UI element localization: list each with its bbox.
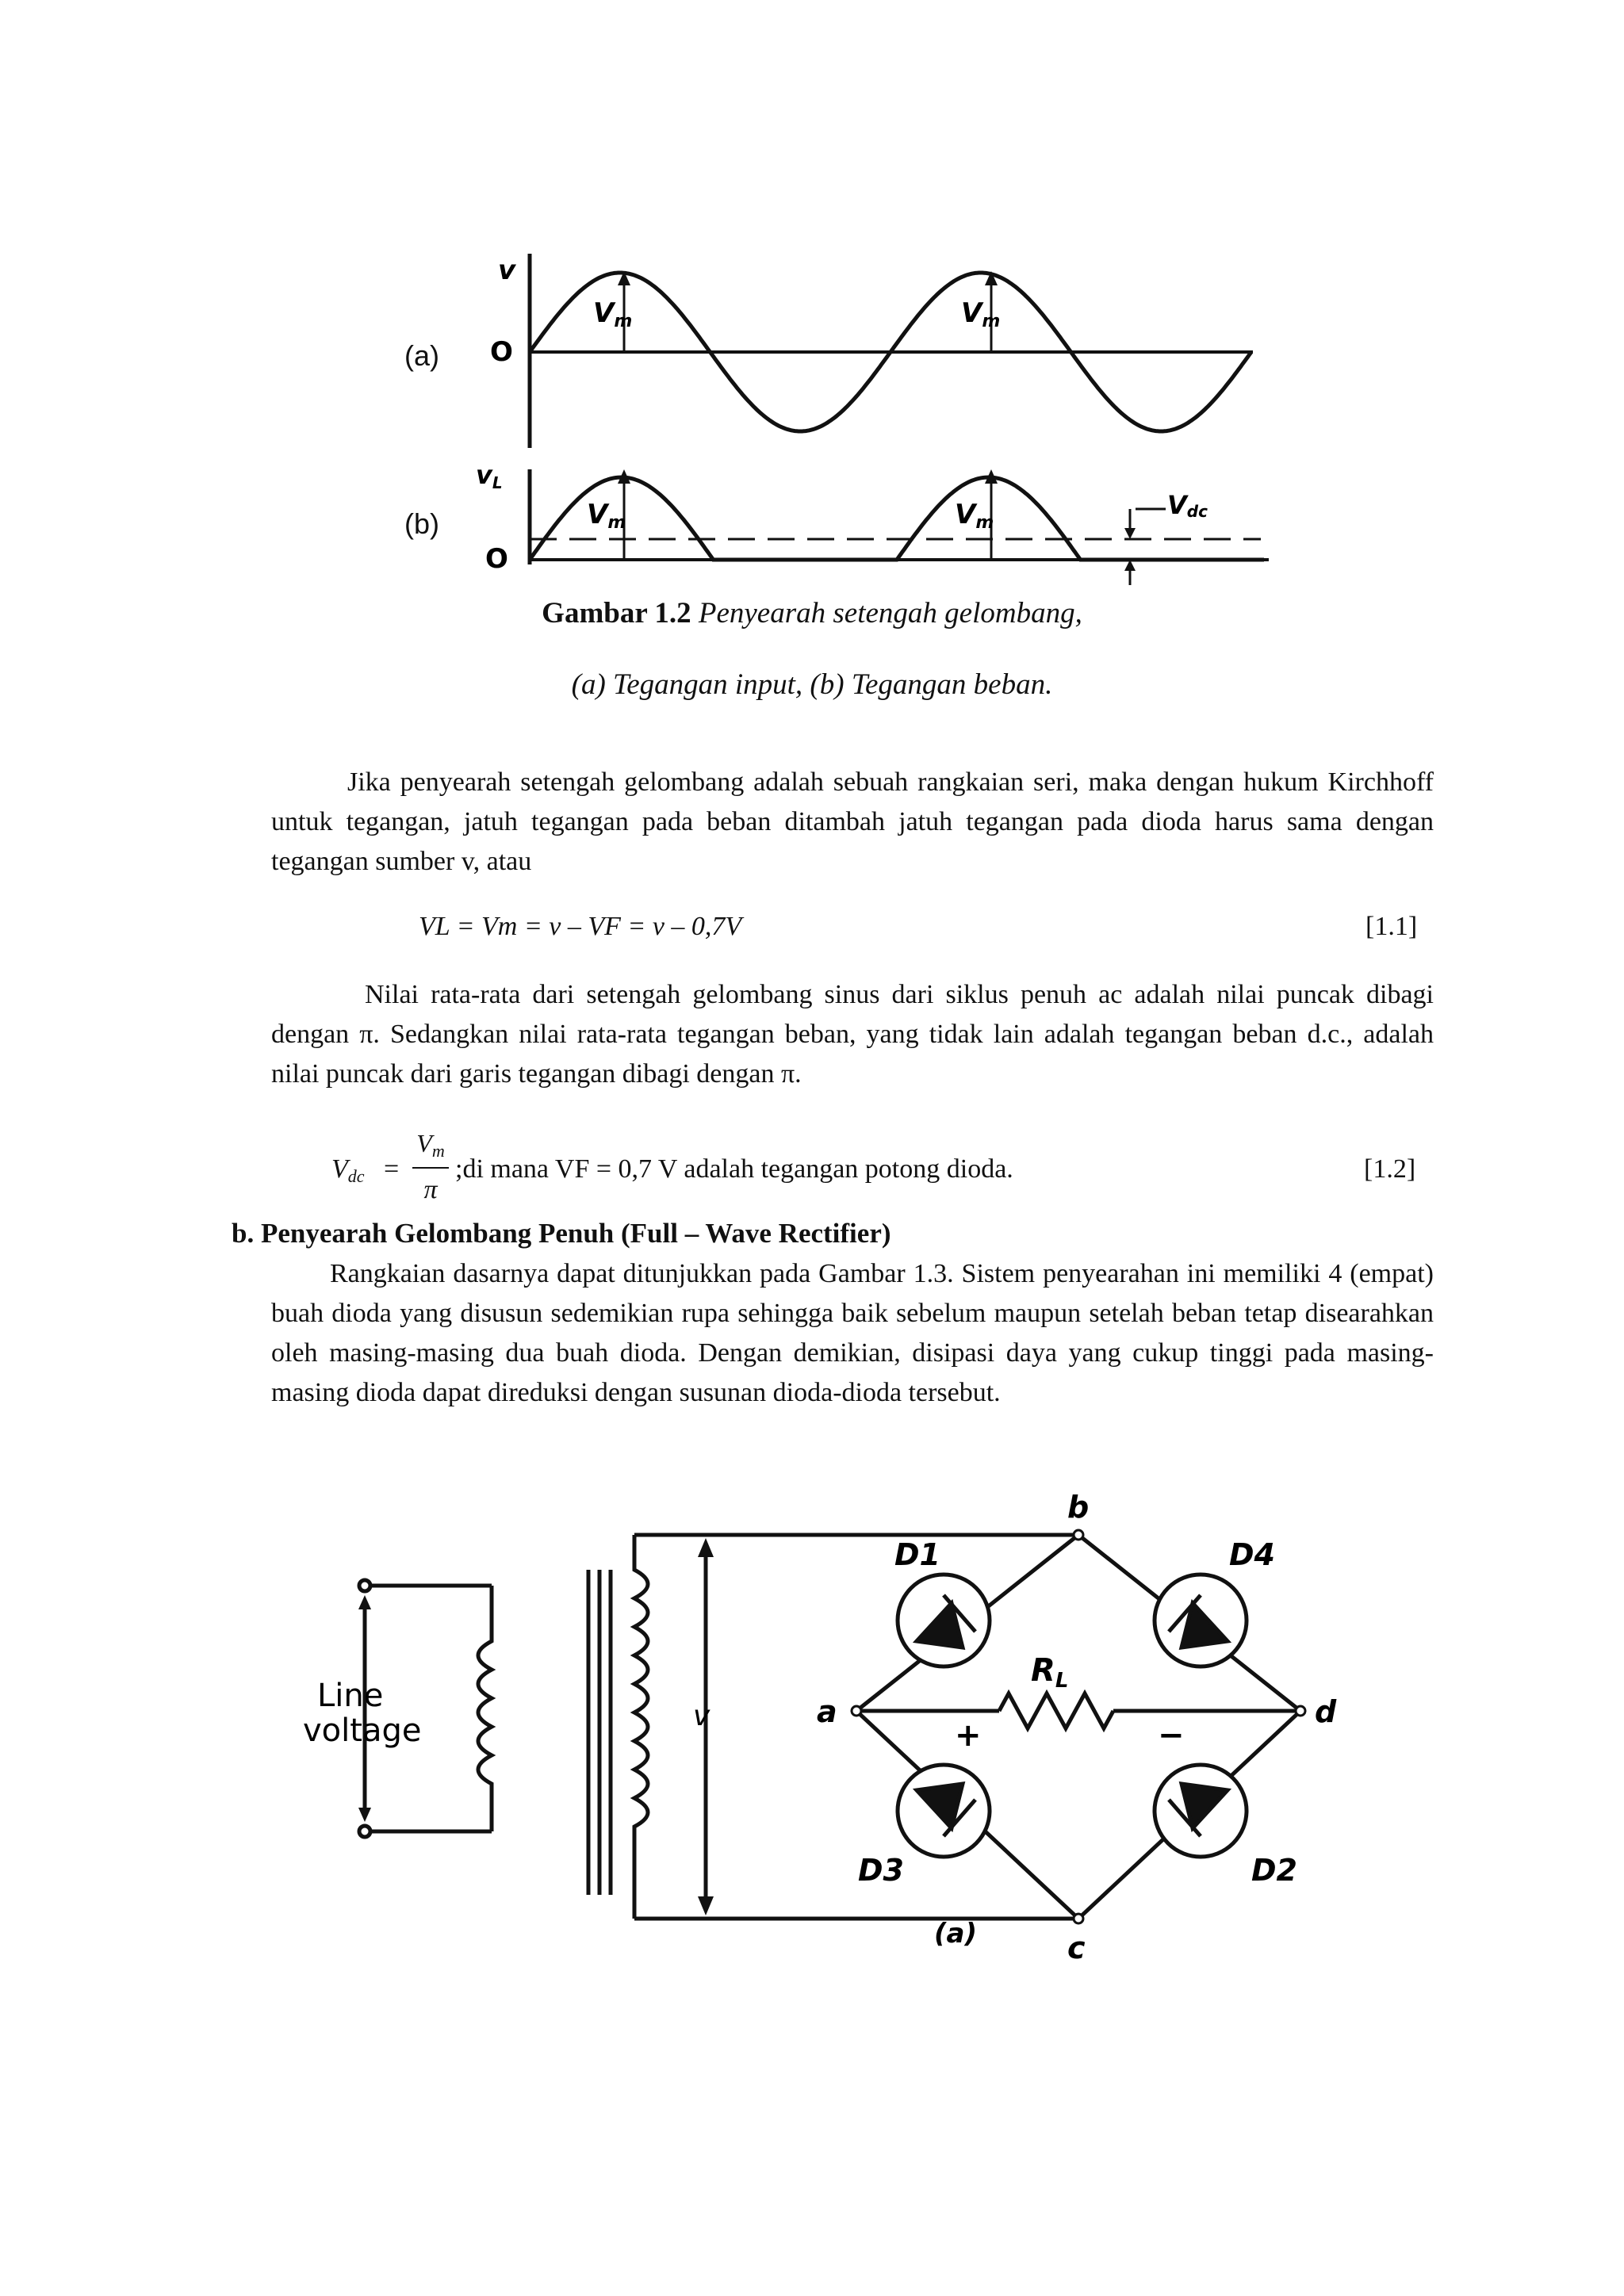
secondary-voltage-label: v [693, 1700, 710, 1732]
section-b-body: Rangkaian dasarnya dapat ditunjukkan pada Gambar 1.3. Sistem penyearahan ini memiliki 4 (empat) buah dioda yang disusun sedemikian rupa sehingga baik sebelum maupun setelah beban tetap disearahkan oleh masing-masing dua buah dioda. Dengan demikian, disipasi daya yang cukup tinggi pada masing-masing dioda dapat direduksi dengan susunan dioda-dioda tersebut. [271, 1259, 1434, 1407]
fraction-denominator: π [423, 1175, 438, 1204]
fraction-numerator: $V_m$ [416, 1129, 445, 1161]
figure-label-a: (a) [404, 339, 439, 372]
rl-label: $R_L$ [1031, 1652, 1069, 1693]
vdc-label: Vdc [1167, 490, 1208, 521]
vm-label-2: Vm [961, 297, 1001, 331]
node-d-label: d [1315, 1694, 1337, 1729]
minus-sign: − [1158, 1717, 1185, 1754]
equation-1-2-tail: ;di mana VF = 0,7 V adalah tegangan potong dioda. [455, 1154, 1013, 1184]
caption-italic: Penyearah setengah gelombang, [698, 597, 1082, 629]
zero-label-a: O [490, 336, 513, 368]
node-c-label: c [1067, 1931, 1086, 1965]
zero-label-b: O [485, 543, 508, 575]
figure-label-b: (b) [404, 507, 439, 540]
d1-label: D1 [894, 1537, 940, 1572]
caption-bold: Gambar 1.2 [542, 597, 691, 629]
node-a-label: a [817, 1694, 837, 1729]
d2-label: D2 [1251, 1853, 1297, 1888]
fraction-bar [412, 1167, 449, 1169]
line-voltage-label-2: voltage [303, 1712, 422, 1749]
paragraph-2: Nilai rata-rata dari setengah gelombang sinus dari siklus penuh ac adalah nilai puncak dibagi dengan π. Sedangkan nilai rata-rata tegangan beban, yang tidak lain adalah tegangan beban d.c., adalah nilai puncak dari garis tegangan dibagi dengan π. [271, 980, 1434, 1089]
section-b-heading: b. Penyearah Gelombang Penuh (Full – Wave Rectifier) [232, 1218, 891, 1249]
bridge-rectifier-diagram [301, 1490, 1380, 1982]
equation-1-2-equals: = [384, 1154, 400, 1184]
vm-label-3: Vm [587, 499, 626, 533]
figure-1-3-subcaption: (a) [934, 1918, 978, 1950]
equation-1-1: VL = Vm = v – VF = v – 0,7V [419, 912, 742, 941]
equation-1-1-number: [1.1] [1365, 912, 1418, 941]
axis-vl-label: vL [476, 461, 503, 492]
line-voltage-label-1: Line [317, 1678, 384, 1714]
plus-sign: + [955, 1717, 982, 1754]
equation-1-2-number: [1.2] [1364, 1154, 1416, 1184]
vm-label-1: Vm [593, 297, 633, 331]
d3-label: D3 [858, 1853, 904, 1888]
equation-1-2-lhs: $V_{dc}$ [331, 1154, 365, 1186]
input-waveform [468, 254, 1277, 452]
d4-label: D4 [1229, 1537, 1275, 1572]
axis-v-label: v [498, 254, 516, 286]
figure-1-2-caption [0, 596, 1624, 630]
output-waveform [468, 461, 1293, 588]
paragraph-1: Jika penyearah setengah gelombang adalah sebuah rangkaian seri, maka dengan hukum Kirchhoff untuk tegangan, jatuh tegangan pada beban ditambah jatuh tegangan pada dioda harus sama dengan tegangan sumber v, atau [271, 767, 1434, 876]
figure-1-2-caption-line2: (a) Tegangan input, (b) Tegangan beban. [571, 668, 1053, 701]
vm-label-4: Vm [955, 499, 994, 533]
node-b-label: b [1067, 1490, 1090, 1525]
